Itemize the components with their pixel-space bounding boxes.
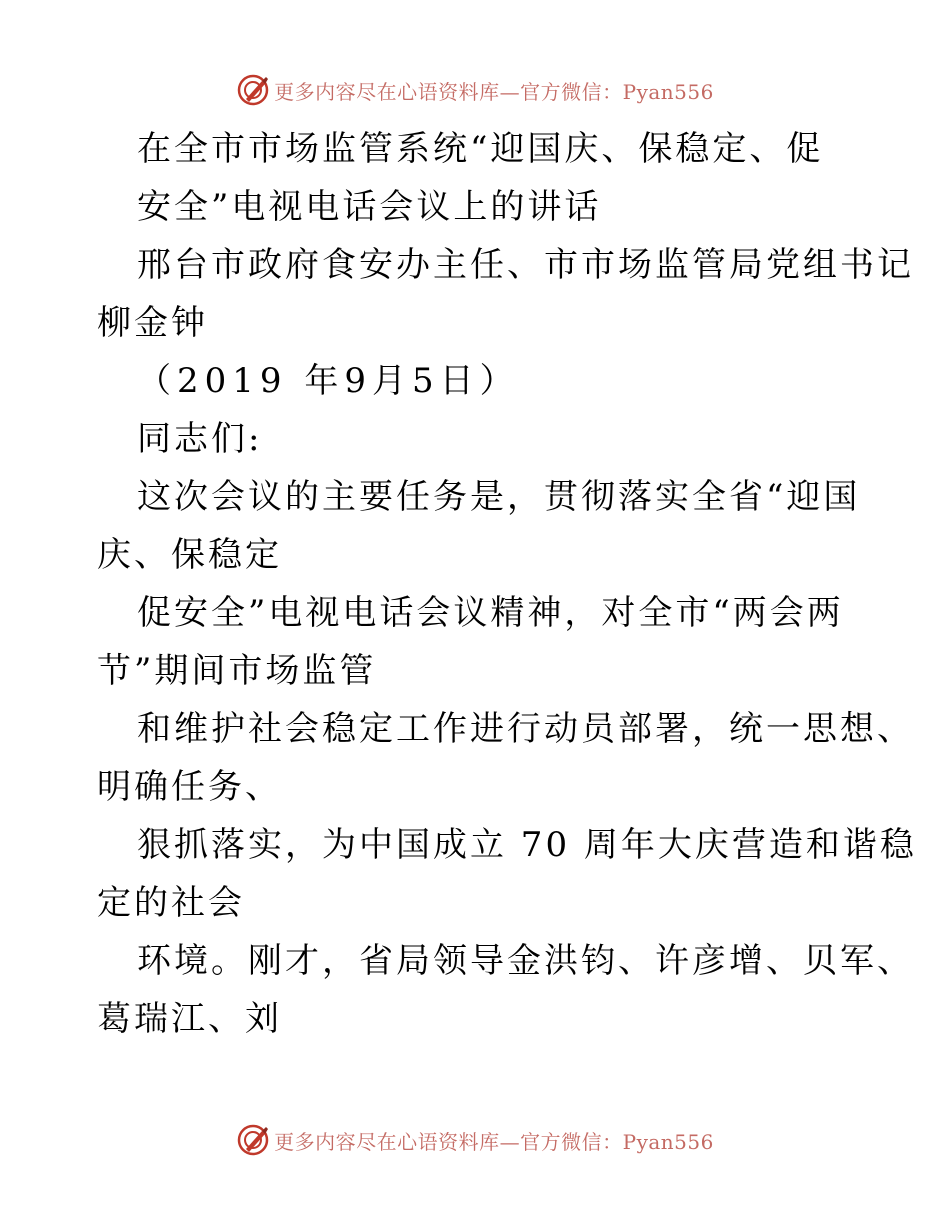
author-line-1: 邢台市政府食安办主任、市市场监管局党组书记 xyxy=(137,245,914,285)
paragraph-line: 狠抓落实，为中国成立 70 周年大庆营造和谐稳 xyxy=(137,825,917,865)
salutation: 同志们: xyxy=(137,419,263,459)
author-line-2: 柳金钟 xyxy=(97,303,208,343)
watermark-text: 更多内容尽在心语资料库—官方微信：Pyan556 xyxy=(274,79,714,104)
document-body xyxy=(97,120,917,1048)
paragraph-line: 节”期间市场监管 xyxy=(97,651,377,691)
title-line-1: 在全市市场监管系统“迎国庆、保稳定、促 xyxy=(137,129,824,169)
date-line: （2019 年9月5日） xyxy=(137,361,520,401)
title-line-2: 安全”电视电话会议上的讲话 xyxy=(137,187,602,227)
paragraph-line: 这次会议的主要任务是，贯彻落实全省“迎国 xyxy=(137,477,861,517)
paragraph-line: 促安全”电视电话会议精神，对全市“两会两 xyxy=(137,593,844,633)
pen-circle-icon xyxy=(236,1123,270,1157)
pen-circle-icon xyxy=(236,73,270,107)
paragraph-line: 明确任务、 xyxy=(97,767,282,807)
watermark-banner-top xyxy=(0,70,950,110)
paragraph-line: 和维护社会稳定工作进行动员部署，统一思想、 xyxy=(137,709,914,749)
paragraph-line: 定的社会 xyxy=(97,883,245,923)
paragraph-line: 环境。刚才，省局领导金洪钧、许彦增、贝军、 xyxy=(137,941,914,981)
paragraph-line: 庆、保稳定 xyxy=(97,535,282,575)
watermark-banner-bottom xyxy=(0,1120,950,1160)
paragraph-line: 葛瑞江、刘 xyxy=(97,999,282,1039)
watermark-text: 更多内容尽在心语资料库—官方微信：Pyan556 xyxy=(274,1129,714,1154)
